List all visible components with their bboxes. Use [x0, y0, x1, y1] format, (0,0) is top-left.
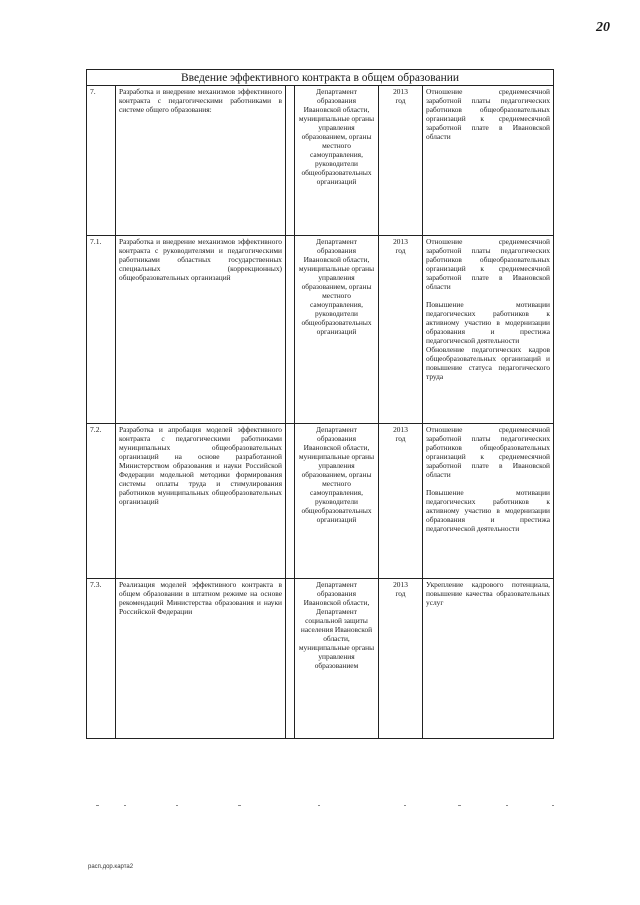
scan-noise	[458, 805, 461, 806]
roadmap-table	[86, 69, 554, 739]
spacer-cell	[286, 579, 295, 739]
table-row	[87, 579, 554, 739]
result-paragraph: Повышение мотивации педагогических работников к активному участию в модернизации образования и престижа педагогической деятельности	[426, 488, 551, 533]
row-number: 7.2.	[87, 424, 116, 579]
result-paragraph: Укрепление кадрового потенциала, повышение качества образовательных услуг	[426, 580, 551, 607]
row-executors: Департамент образования Ивановской области, Департамент социальной защиты населения Ивановской области, муниципальные органы управления образованием	[295, 579, 379, 739]
year-value: 2013	[393, 87, 408, 96]
scan-noise	[404, 805, 406, 806]
scan-noise	[96, 805, 99, 806]
year-unit: год	[395, 434, 406, 443]
scan-noise	[176, 805, 178, 806]
year-unit: год	[395, 96, 406, 105]
table-row	[87, 424, 554, 579]
year-unit: год	[395, 589, 406, 598]
page-number: 20	[596, 20, 610, 35]
row-description: Разработка и внедрение механизмов эффективного контракта с педагогическими работниками в системе общего образования:	[116, 86, 286, 236]
row-number: 7.	[87, 86, 116, 236]
scan-noise	[124, 805, 126, 806]
row-year	[379, 424, 423, 579]
table-row	[87, 86, 554, 236]
result-paragraph: Отношение среднемесячной заработной платы педагогических работников общеобразовательных организаций к среднемесячной заработной плате в Ивановской области	[426, 425, 551, 479]
row-year	[379, 579, 423, 739]
year-value: 2013	[393, 425, 408, 434]
year-value: 2013	[393, 580, 408, 589]
row-result	[423, 579, 554, 739]
table-title: Введение эффективного контракта в общем образовании	[87, 70, 554, 86]
year-value: 2013	[393, 237, 408, 246]
result-paragraph: Отношение среднемесячной заработной платы педагогических работников общеобразовательных организаций к среднемесячной заработной плате в Ивановской области	[426, 87, 551, 141]
spacer-cell	[286, 86, 295, 236]
result-paragraph: Обновление педагогических кадров общеобразовательных организаций и повышение статуса педагогического труда	[426, 345, 551, 381]
scan-noise	[238, 805, 241, 806]
row-result	[423, 424, 554, 579]
row-year	[379, 236, 423, 424]
row-number: 7.3.	[87, 579, 116, 739]
scan-noise	[318, 805, 320, 806]
row-description: Разработка и апробация моделей эффективного контракта с педагогическими работниками муниципальных общеобразовательных организаций на основе разработанной Министерством образования и науки Российской Федерации модельной методики формирования системы оплаты труда и стимулирования работников муниципальных общеобразовательных организаций	[116, 424, 286, 579]
row-description: Разработка и внедрение механизмов эффективного контракта с руководителями и педагогическими работниками областных государственных специальных (коррекционных) общеобразовательных организаций	[116, 236, 286, 424]
row-result	[423, 236, 554, 424]
row-year	[379, 86, 423, 236]
row-number: 7.1.	[87, 236, 116, 424]
row-executors: Департамент образования Ивановской области, муниципальные органы управления образованием, органы местного самоуправления, руководители общеобразовательных организаций	[295, 86, 379, 236]
table-row	[87, 236, 554, 424]
year-unit: год	[395, 246, 406, 255]
result-paragraph: Повышение мотивации педагогических работников к активному участию в модернизации образования и престижа педагогической деятельности	[426, 300, 551, 345]
spacer-cell	[286, 236, 295, 424]
row-executors: Департамент образования Ивановской области, муниципальные органы управления образованием, органы местного самоуправления, руководители общеобразовательных организаций	[295, 236, 379, 424]
table-title-row	[87, 70, 554, 86]
row-executors: Департамент образования Ивановской области, муниципальные органы управления образованием, органы местного самоуправления, руководители общеобразовательных организаций	[295, 424, 379, 579]
row-result	[423, 86, 554, 236]
scan-noise	[506, 805, 508, 806]
footer-note: расп.дор.карта2	[88, 864, 134, 870]
row-description: Реализация моделей эффективного контракта в общем образовании в штатном режиме на основе рекомендаций Министерства образования и науки Российской Федерации	[116, 579, 286, 739]
spacer-cell	[286, 424, 295, 579]
result-paragraph: Отношение среднемесячной заработной платы педагогических работников общеобразовательных организаций к среднемесячной заработной плате в Ивановской области	[426, 237, 551, 291]
scan-noise	[552, 805, 554, 806]
